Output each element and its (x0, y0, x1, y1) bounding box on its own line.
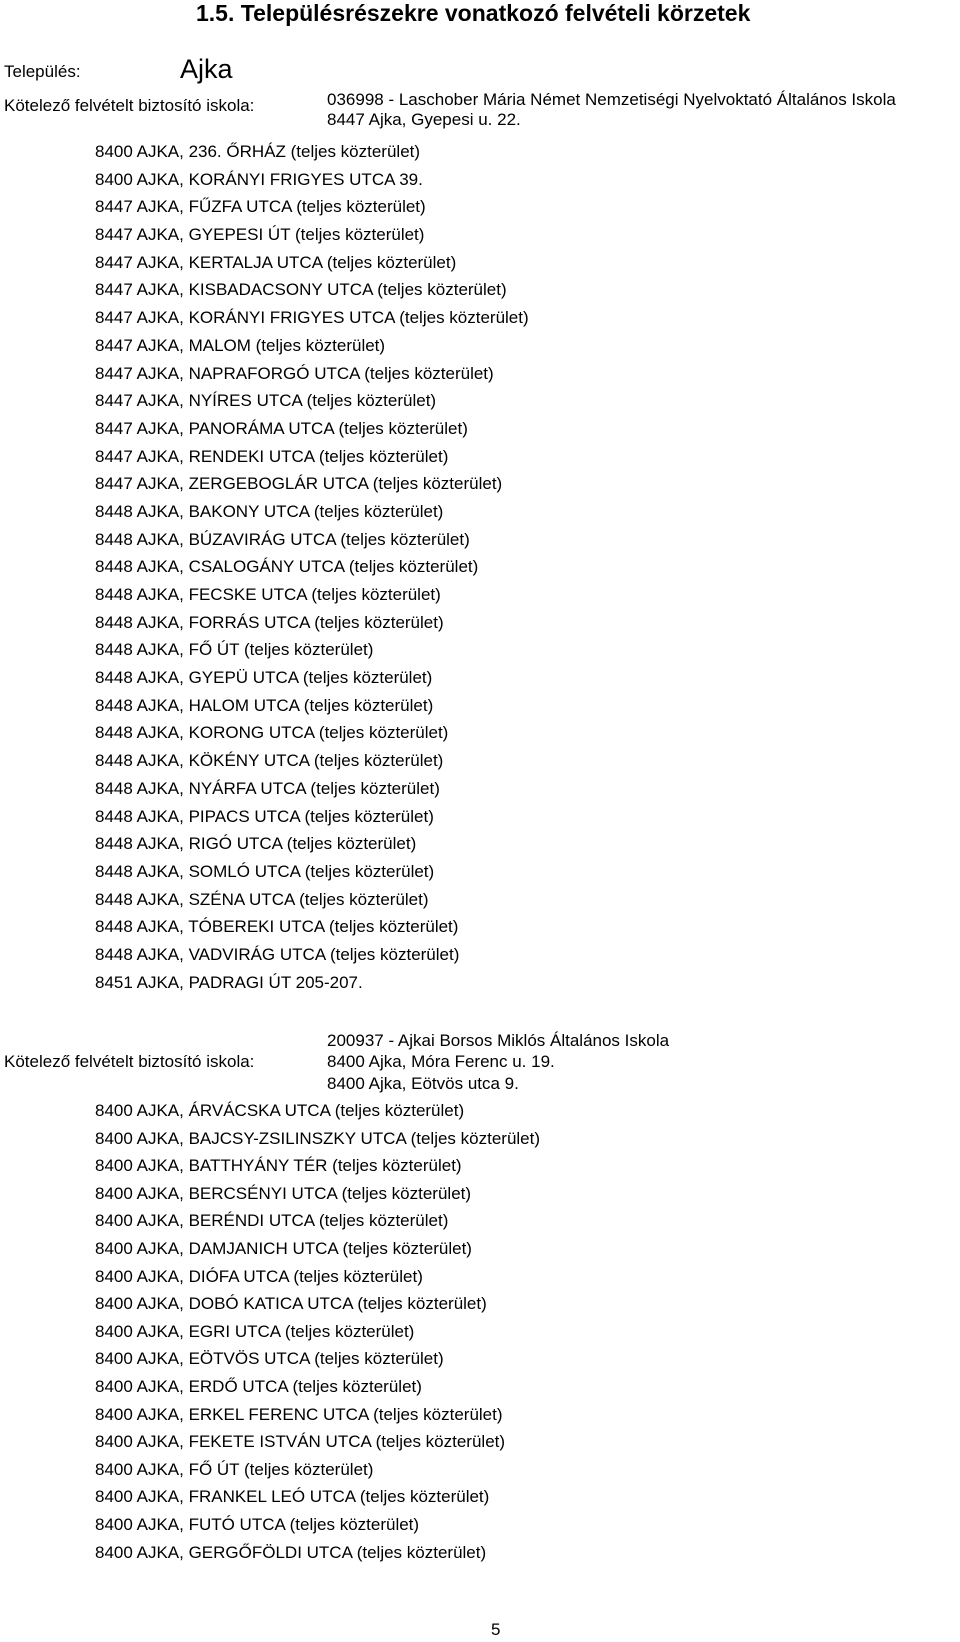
address-list (95, 138, 529, 996)
address-item: 8447 AJKA, ZERGEBOGLÁR UTCA (teljes közterület) (95, 474, 503, 494)
address-item: 8400 AJKA, EÖTVÖS UTCA (teljes közterület) (95, 1349, 444, 1369)
settlement-label: Település: (4, 62, 81, 81)
school-label: Kötelező felvételt biztosító iskola: (4, 1052, 255, 1071)
address-item: 8400 AJKA, BATTHYÁNY TÉR (teljes közterület) (95, 1156, 462, 1176)
school-name: 036998 - Laschober Mária Német Nemzetiségi Nyelvoktató Általános Iskola (327, 90, 896, 109)
address-item: 8400 AJKA, BERCSÉNYI UTCA (teljes közterület) (95, 1183, 472, 1203)
settlement-name: Ajka (180, 54, 233, 84)
address-item: 8447 AJKA, GYEPESI ÚT (teljes közterület) (95, 225, 425, 245)
address-item: 8400 AJKA, DIÓFA UTCA (teljes közterület) (95, 1266, 423, 1286)
address-item: 8400 AJKA, BAJCSY-ZSILINSZKY UTCA (teljes közterület) (95, 1128, 541, 1148)
address-item: 8448 AJKA, NYÁRFA UTCA (teljes közterület) (95, 778, 440, 798)
address-item: 8400 AJKA, KORÁNYI FRIGYES UTCA 39. (95, 169, 423, 189)
address-item: 8448 AJKA, SZÉNA UTCA (teljes közterület) (95, 889, 429, 909)
address-item: 8448 AJKA, VADVIRÁG UTCA (teljes közterület) (95, 944, 460, 964)
address-item: 8400 AJKA, FŐ ÚT (teljes közterület) (95, 1459, 374, 1479)
address-item: 8400 AJKA, ERDŐ UTCA (teljes közterület) (95, 1376, 422, 1396)
address-item: 8400 AJKA, BERÉNDI UTCA (teljes közterület) (95, 1211, 449, 1231)
address-item: 8447 AJKA, KISBADACSONY UTCA (teljes közterület) (95, 280, 507, 300)
address-item: 8448 AJKA, BAKONY UTCA (teljes közterület) (95, 501, 444, 521)
address-list (95, 1097, 540, 1566)
address-item: 8400 AJKA, EGRI UTCA (teljes közterület) (95, 1321, 415, 1341)
address-item: 8448 AJKA, BÚZAVIRÁG UTCA (teljes közterület) (95, 529, 470, 549)
address-item: 8400 AJKA, DOBÓ KATICA UTCA (teljes közterület) (95, 1294, 487, 1314)
address-item: 8448 AJKA, FŐ ÚT (teljes közterület) (95, 640, 374, 660)
address-item: 8447 AJKA, KORÁNYI FRIGYES UTCA (teljes közterület) (95, 308, 529, 328)
address-item: 8447 AJKA, KERTALJA UTCA (teljes közterület) (95, 252, 457, 272)
address-item: 8447 AJKA, NAPRAFORGÓ UTCA (teljes közterület) (95, 363, 494, 383)
address-item: 8400 AJKA, ERKEL FERENC UTCA (teljes közterület) (95, 1404, 503, 1424)
address-item: 8400 AJKA, 236. ŐRHÁZ (teljes közterület) (95, 142, 421, 161)
address-item: 8447 AJKA, MALOM (teljes közterület) (95, 335, 386, 355)
address-item: 8448 AJKA, FORRÁS UTCA (teljes közterület) (95, 612, 444, 632)
address-item: 8448 AJKA, CSALOGÁNY UTCA (teljes közterület) (95, 557, 479, 577)
school-address: 8447 Ajka, Gyepesi u. 22. (327, 110, 521, 129)
address-item: 8448 AJKA, RIGÓ UTCA (teljes közterület) (95, 834, 417, 854)
address-item: 8448 AJKA, KÖKÉNY UTCA (teljes közterület) (95, 751, 444, 771)
address-item: 8400 AJKA, ÁRVÁCSKA UTCA (teljes közterület) (95, 1101, 465, 1120)
address-item: 8447 AJKA, NYÍRES UTCA (teljes közterület) (95, 391, 437, 411)
school-label: Kötelező felvételt biztosító iskola: (4, 96, 255, 115)
school-address: 8400 Ajka, Móra Ferenc u. 19. (327, 1052, 555, 1071)
school-name: 200937 - Ajkai Borsos Miklós Általános Iskola (327, 1031, 670, 1050)
address-item: 8448 AJKA, FECSKE UTCA (teljes közterület) (95, 585, 441, 604)
address-item: 8451 AJKA, PADRAGI ÚT 205-207. (95, 972, 363, 992)
page-number: 5 (491, 1620, 501, 1639)
address-item: 8448 AJKA, TÓBEREKI UTCA (teljes közterület) (95, 917, 459, 937)
school-address: 8400 Ajka, Eötvös utca 9. (327, 1074, 519, 1093)
address-item: 8448 AJKA, PIPACS UTCA (teljes közterület) (95, 806, 434, 826)
page-heading: 1.5. Településrészekre vonatkozó felvételi körzetek (196, 0, 751, 26)
address-item: 8448 AJKA, HALOM UTCA (teljes közterület) (95, 695, 434, 715)
address-item: 8448 AJKA, KORONG UTCA (teljes közterület) (95, 723, 449, 743)
address-item: 8400 AJKA, GERGŐFÖLDI UTCA (teljes közterület) (95, 1542, 487, 1562)
address-item: 8447 AJKA, PANORÁMA UTCA (teljes közterület) (95, 418, 468, 438)
address-item: 8400 AJKA, FRANKEL LEÓ UTCA (teljes közterület) (95, 1487, 490, 1507)
address-item: 8447 AJKA, FŰZFA UTCA (teljes közterület) (95, 197, 426, 217)
address-item: 8400 AJKA, FEKETE ISTVÁN UTCA (teljes közterület) (95, 1432, 506, 1452)
address-item: 8400 AJKA, FUTÓ UTCA (teljes közterület) (95, 1514, 420, 1534)
address-item: 8448 AJKA, GYEPÜ UTCA (teljes közterület) (95, 668, 433, 688)
address-item: 8400 AJKA, DAMJANICH UTCA (teljes közterület) (95, 1238, 472, 1258)
address-item: 8447 AJKA, RENDEKI UTCA (teljes közterület) (95, 446, 449, 466)
address-item: 8448 AJKA, SOMLÓ UTCA (teljes közterület) (95, 861, 435, 881)
